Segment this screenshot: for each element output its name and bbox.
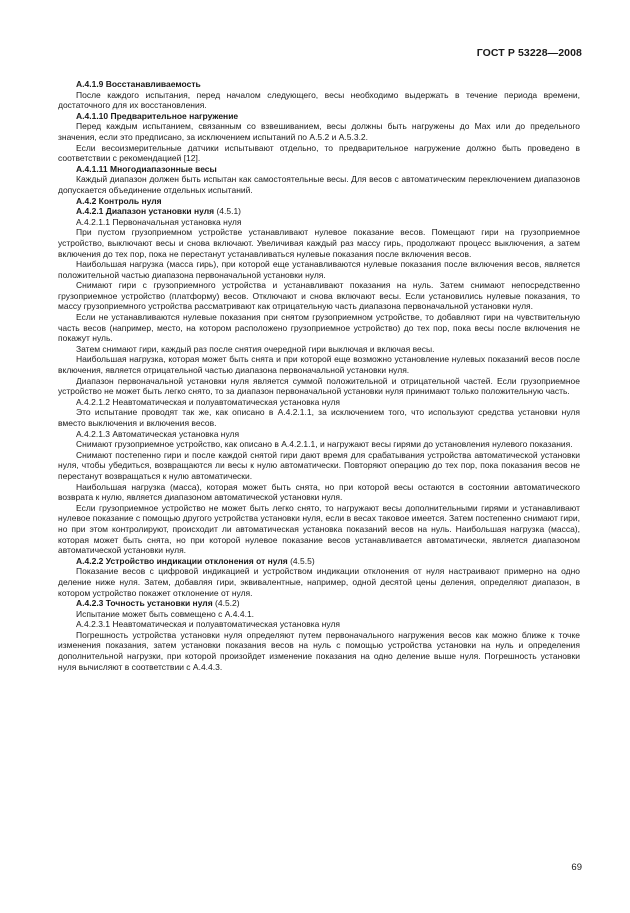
paragraph: Наибольшая нагрузка (масса гирь), при которой еще устанавливаются нулевые показания после включения весов, является положительной частью диапазона первоначальной установки нуля. <box>58 259 580 280</box>
standard-header: ГОСТ Р 53228—2008 <box>476 47 582 59</box>
page-number: 69 <box>571 862 582 873</box>
paragraph: Это испытание проводят так же, как описано в А.4.2.1.1, за исключением того, что используют средства установки нуля вместо выключения и включения весов. <box>58 407 580 428</box>
section-heading: А.4.1.11 Многодиапазонные весы <box>76 163 217 174</box>
paragraph: Если грузоприемное устройство не может быть легко снято, то нагружают весы дополнительными гирями и устанавливают нулевое показание с помощью другого устройства установки нуля, если в весах таковое имеется. Затем постепенно снимают гири, но при этом контролируют, происходит ли автоматическая установка показаний весов на нуль. Наибольшая нагрузка (масса), которая может быть снята, но при которой нулевое показание весов устанавливается автоматически, является диапазоном автоматической установки нуля. <box>58 502 580 556</box>
section-heading: А.4.2 Контроль нуля <box>76 195 162 206</box>
subsection-title: А.4.2.1.1 Первоначальная установка нуля <box>76 216 242 227</box>
section-heading-line <box>58 206 580 217</box>
paragraph: Каждый диапазон должен быть испытан как самостоятельные весы. Для весов с автоматическим переключением диапазонов допускается объединение отдельных испытаний. <box>58 174 580 195</box>
section-heading-line <box>58 556 580 567</box>
paragraph: Затем снимают гири, каждый раз после снятия очередной гири выключая и включая весы. <box>76 343 435 354</box>
paragraph: При пустом грузоприемном устройстве устанавливают нулевое показание весов. Помещают гири на грузоприемное устройство, выключают весы и снова включают. Увеличивая каждый раз массу гирь, продолжают процесс выключения, а затем включения до тех пор, пока не перестанут устанавливаться нулевые показания после включения весов. <box>58 227 580 259</box>
section-heading-line <box>58 598 580 609</box>
subsection-title: А.4.2.1.3 Автоматическая установка нуля <box>76 428 240 439</box>
document-body <box>58 79 580 672</box>
paragraph: После каждого испытания, перед началом следующего, весы необходимо выдержать в течение периода времени, достаточного для их восстановления. <box>58 89 580 111</box>
section-heading: А.4.2.2 Устройство индикации отклонения от нуля <box>76 555 288 566</box>
paragraph: Снимают грузоприемное устройство, как описано в А.4.2.1.1, и нагружают весы гирями до установления нулевого показания. <box>76 439 573 450</box>
paragraph: Снимают постепенно гири и после каждой снятой гири дают время для срабатывания устройства автоматической установки нуля, чтобы убедиться, возвращаются ли весы к нулю автоматически. Повторяют операцию до тех пор, пока показания весов не перестанут возвращаться к нулю автоматически. <box>58 449 580 481</box>
section-reference: (4.5.1) <box>214 206 242 217</box>
section-heading: А.4.2.3 Точность установки нуля <box>76 598 213 609</box>
section-reference: (4.5.5) <box>287 555 315 566</box>
section-reference: (4.5.2) <box>212 598 240 609</box>
subsection-title: А.4.2.1.2 Неавтоматическая и полуавтоматическая установка нуля <box>76 396 341 407</box>
paragraph: Наибольшая нагрузка, которая может быть снята и при которой еще возможно установление нулевых показаний весов после включения, является отрицательной частью диапазона первоначальной установки нуля. <box>58 354 580 376</box>
paragraph: Перед каждым испытанием, связанным со взвешиванием, весы должны быть нагружены до Max или до предельного значения, если это предписано, за исключением испытаний по А.5.2 и А.5.3.2. <box>58 121 580 142</box>
paragraph: Показание весов с цифровой индикацией и устройством индикации отклонения от нуля настраивают примерно на одно деление ниже нуля. Затем, добавляя гири, эквивалентные, например, одной десятой цены деления, определяют диапазон, в котором устройство покажет отклонение от нуля. <box>58 566 580 598</box>
paragraph: Погрешность устройства установки нуля определяют путем первоначального нагружения весов как можно ближе к точке изменения показания, затем установки показания весов на нуль с помощью устройства установки на нуль и определения дополнительной нагрузки, при которой произойдет изменение показания на одно деление выше нуля. Погрешность установки нуля вычисляют в соответствии с А.4.4.3. <box>58 629 580 672</box>
paragraph: Если не устанавливаются нулевые показания при снятом грузоприемном устройстве, то добавляют гири на чувствительную часть весов (например, место, на котором расположено грузоприемное устройство) до тех пор, пока весы после включения не покажут нуль. <box>58 312 580 344</box>
paragraph: Диапазон первоначальной установки нуля является суммой положительной и отрицательной частей. Если грузоприемное устройство не может быть легко снято, то за диапазон первоначальной установки нуля принимают только положительную часть. <box>58 375 580 397</box>
paragraph: Если весоизмерительные датчики испытывают отдельно, то предварительное нагружение должно быть проведено в соответствии с рекомендацией [12]. <box>58 142 580 164</box>
section-heading: А.4.1.9 Восстанавливаемость <box>76 79 201 89</box>
paragraph: Снимают гири с грузоприемного устройства и устанавливают показания на нуль. Затем снимают непосредственно грузоприемное устройство (платформу) весов. Отключают и снова включают весы. Если установились нулевые показания, то массу грузоприемного устройства рассматривают как отрицательную часть диапазона первоначальной установки нуля. <box>58 280 580 312</box>
paragraph: Наибольшая нагрузка (масса), которая может быть снята, но при которой весы остаются в состоянии автоматического возврата к нулю, является диапазоном автоматической установки нуля. <box>58 481 580 503</box>
section-heading: А.4.2.1 Диапазон установки нуля <box>76 206 215 217</box>
section-heading: А.4.1.10 Предварительное нагружение <box>76 110 239 121</box>
paragraph: Испытание может быть совмещено с А.4.4.1. <box>76 608 255 619</box>
subsection-title: А.4.2.3.1 Неавтоматическая и полуавтоматическая установка нуля <box>76 619 341 630</box>
